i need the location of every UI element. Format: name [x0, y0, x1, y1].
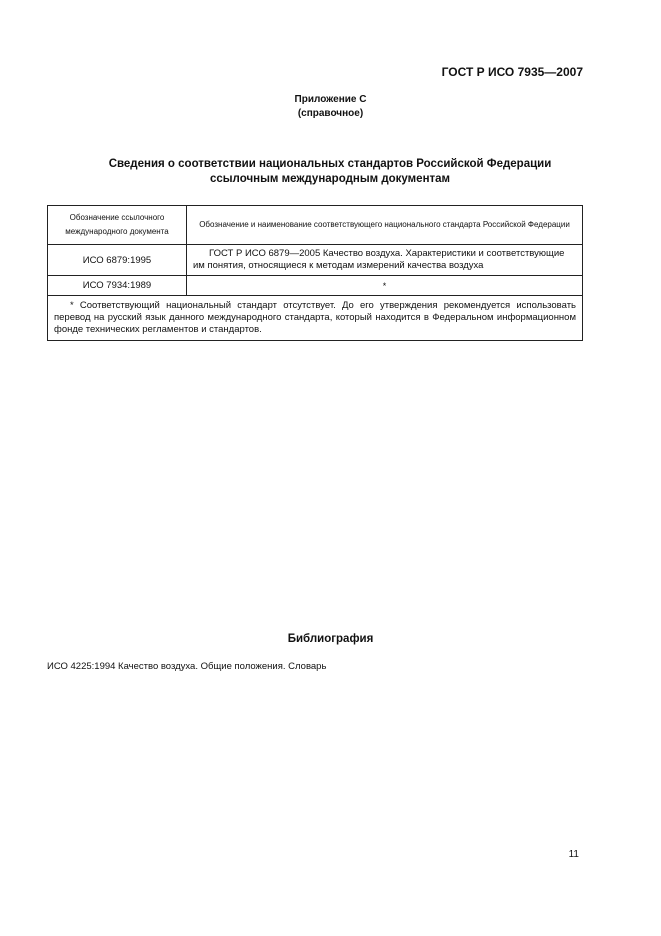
- table-cell-ref: ИСО 7934:1989: [48, 276, 187, 296]
- table-header-ref: Обозначение ссылочного международного документа: [48, 206, 187, 245]
- table-header-national: Обозначение и наименование соответствующего национального стандарта Российской Федерации: [187, 206, 583, 245]
- document-header-code: ГОСТ Р ИСО 7935—2007: [441, 65, 583, 79]
- bibliography-entry: ИСО 4225:1994 Качество воздуха. Общие положения. Словарь: [47, 661, 327, 672]
- appendix-subtitle: (справочное): [297, 108, 364, 119]
- appendix-title: Приложение С: [294, 94, 367, 105]
- table-footnote: [48, 296, 583, 341]
- page-number: 11: [568, 849, 579, 860]
- table-cell-ref: ИСО 6879:1995: [48, 245, 187, 276]
- section-title: Сведения о соответствии национальных стандартов Российской Федерации ссылочным международным документам: [108, 158, 552, 185]
- table-footnote-row: [48, 296, 583, 341]
- table-header-row: [48, 206, 583, 245]
- correspondence-table: [47, 205, 583, 341]
- table-footnote-text: * Соответствующий национальный стандарт отсутствует. До его утверждения рекомендуется использовать перевод на русский язык данного международного стандарта, который находится в Федеральном информационном фонде технических регламентов и стандартов.: [54, 300, 576, 335]
- bibliography-title: Библиография: [287, 633, 374, 645]
- table-row: [48, 245, 583, 276]
- table-cell-national-text: ГОСТ Р ИСО 6879—2005 Качество воздуха. Характеристики и соответствующие им понятия, относящиеся к методам измерений качества воздуха: [193, 248, 565, 271]
- table-cell-national: [187, 245, 583, 276]
- table-row: [48, 276, 583, 296]
- table-cell-national: *: [187, 276, 583, 296]
